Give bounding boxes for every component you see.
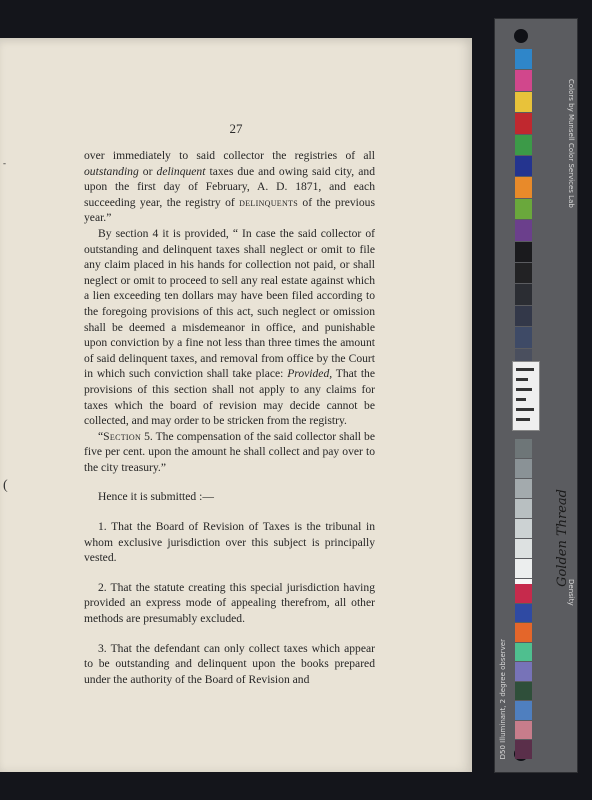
color-swatch <box>515 263 532 283</box>
density-label: Density <box>567 579 575 606</box>
color-swatch <box>515 662 532 681</box>
color-swatch <box>515 559 532 578</box>
paragraph-4: Hence it is submitted :— <box>98 490 214 504</box>
color-calibration-target <box>494 18 578 773</box>
color-swatch <box>515 479 532 498</box>
page-text <box>84 148 375 687</box>
color-swatch <box>515 539 532 558</box>
paragraph-3: “Section 5. The compensation of the said collector shall be five per cent. upon the amount he shall collect and pay over to the city treasury.” <box>84 429 375 474</box>
color-swatch <box>515 220 532 240</box>
color-swatch <box>515 721 532 740</box>
color-swatch <box>515 327 532 347</box>
paragraph-6: 2. That the statute creating this special jurisdiction having provided an express mode of appealing therefrom, all other methods are presumably excluded. <box>84 580 375 626</box>
color-swatch <box>515 623 532 642</box>
color-swatch <box>515 439 532 458</box>
color-swatch <box>515 199 532 219</box>
target-hole-top <box>514 29 528 43</box>
color-swatch <box>515 242 532 262</box>
paragraph-7: 3. That the defendant can only collect taxes which appear to be outstanding and delinquent upon the books prepared under the authority of the Board of Revision and <box>84 641 375 686</box>
color-swatch <box>515 156 532 176</box>
color-swatch <box>515 499 532 518</box>
color-swatch <box>515 92 532 112</box>
paragraph-5: 1. That the Board of Revision of Taxes is the tribunal in whom exclusive jurisdiction over this subject is principally vested. <box>84 520 375 565</box>
color-swatch <box>515 604 532 623</box>
color-swatch <box>515 284 532 304</box>
color-swatch <box>515 519 532 538</box>
color-swatch <box>515 701 532 720</box>
color-swatch <box>515 682 532 701</box>
paragraph-1: over immediately to said collector the registries of all outstanding or delinquent taxes due and owing said city, and upon the first day of February, A. D. 1871, and each succeeding year, the registry of delinquents of the previous year.” <box>84 149 375 225</box>
color-swatch <box>515 113 532 133</box>
illuminant-label: D50 Illuminant, 2 degree observer <box>499 639 507 760</box>
color-swatch <box>515 49 532 69</box>
page-number: 27 <box>229 121 243 136</box>
color-swatch <box>515 306 532 326</box>
color-swatch <box>515 584 532 603</box>
margin-paren-mark: ( <box>3 478 8 493</box>
color-swatch <box>515 70 532 90</box>
color-swatch <box>515 177 532 197</box>
barcode-sticker <box>512 361 540 431</box>
book-page <box>0 38 472 772</box>
paragraph-2: By section 4 it is provided, “ In case the said collector of outstanding and delinquent taxes shall neglect or omit to file any claim placed in his hands for collection not paid, or shall neglect or omit to proceed to sell any real estate against which a lien exceeding ten dollars may have been filed according to the foregoing provisions of this act, such neglect or omission shall be deemed a misdemeanor in office, and punishable upon conviction by a fine not less than three times the amount of said delinquent taxes, and removal from office by the Court in which such conviction shall take place: Provided, That the provisions of this section shall not apply to any claims for taxes which the board of revision may decide cannot be collected, and may order to be stricken from the registry. <box>84 226 376 428</box>
color-swatch <box>515 459 532 478</box>
color-swatch <box>515 740 532 759</box>
color-swatch <box>515 643 532 662</box>
target-title: Colors by Munsell Color Services Lab <box>567 79 575 208</box>
margin-tick-mark: - <box>3 158 6 168</box>
brand-signature: Golden Thread <box>555 489 570 587</box>
color-swatch <box>515 135 532 155</box>
